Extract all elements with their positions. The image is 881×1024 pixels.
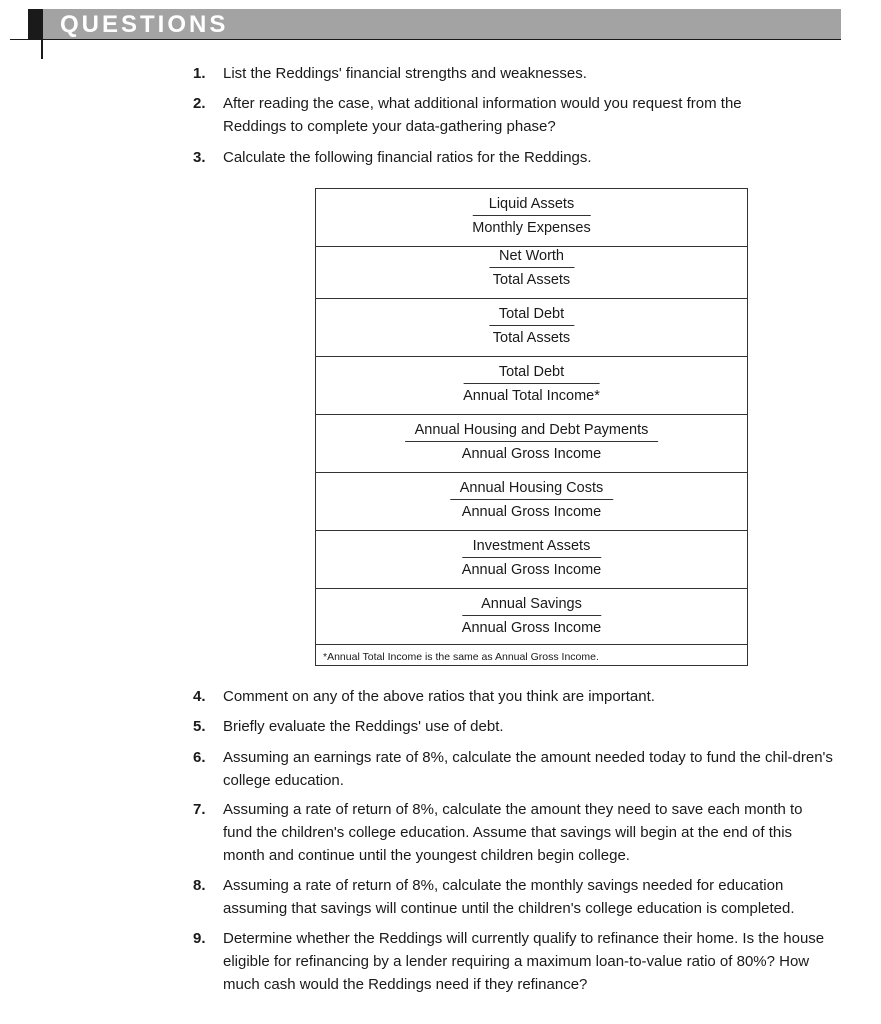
ratio-denominator: Total Assets bbox=[492, 272, 571, 288]
question-item bbox=[193, 874, 843, 920]
question-text: List the Reddings' financial strengths and weaknesses. bbox=[223, 65, 587, 82]
ratio-row bbox=[316, 415, 747, 473]
ratio-fraction bbox=[463, 362, 600, 407]
ratio-fraction bbox=[489, 304, 574, 349]
question-item bbox=[193, 92, 843, 138]
ratio-fraction bbox=[462, 536, 601, 581]
ratio-denominator: Annual Gross Income bbox=[461, 620, 602, 636]
ratio-table bbox=[315, 188, 748, 666]
ratio-row bbox=[316, 473, 747, 531]
ratio-row bbox=[316, 189, 747, 247]
ratio-numerator: Total Debt bbox=[463, 362, 600, 384]
ratio-numerator: Annual Housing Costs bbox=[450, 478, 613, 500]
question-number: 8. bbox=[193, 877, 206, 894]
ratio-row bbox=[316, 357, 747, 415]
ratio-denominator: Annual Gross Income bbox=[461, 446, 602, 462]
ratio-fraction bbox=[462, 594, 601, 639]
question-text: After reading the case, what additional information would you request from the Reddings to complete your data-gathering phase? bbox=[223, 95, 742, 135]
question-item bbox=[193, 62, 843, 85]
question-number: 2. bbox=[193, 95, 206, 112]
question-number: 1. bbox=[193, 65, 206, 82]
question-number: 7. bbox=[193, 801, 206, 818]
ratio-row bbox=[316, 589, 747, 645]
question-item bbox=[193, 798, 843, 867]
question-text: Calculate the following financial ratios for the Reddings. bbox=[223, 149, 592, 166]
ratio-denominator: Annual Gross Income bbox=[461, 562, 602, 578]
ratio-fraction bbox=[472, 194, 590, 239]
ratio-footnote: *Annual Total Income is the same as Annual Gross Income. bbox=[323, 651, 599, 663]
question-item bbox=[193, 685, 843, 708]
question-text: Briefly evaluate the Reddings' use of debt. bbox=[223, 718, 504, 735]
question-number: 5. bbox=[193, 718, 206, 735]
ratio-fraction bbox=[489, 246, 574, 291]
ratio-row bbox=[316, 241, 747, 299]
ratio-numerator: Net Worth bbox=[489, 246, 574, 268]
question-text: Determine whether the Reddings will currently qualify to refinance their home. Is the house eligible for refinancing by a lender requiring a maximum loan-to-value ratio of 80%? How much cash would the Reddings need if they refinance? bbox=[223, 930, 825, 993]
question-item bbox=[193, 746, 843, 792]
ratio-row bbox=[316, 531, 747, 589]
ratio-fraction bbox=[405, 420, 659, 465]
question-text: Assuming a rate of return of 8%, calculate the monthly savings needed for education assuming that savings will continue until the children's college education is completed. bbox=[223, 877, 795, 917]
question-item bbox=[193, 927, 843, 996]
ratio-row bbox=[316, 299, 747, 357]
question-item bbox=[193, 715, 843, 738]
question-number: 4. bbox=[193, 688, 206, 705]
ratio-denominator: Total Assets bbox=[492, 330, 571, 346]
section-title: QUESTIONS bbox=[60, 11, 229, 38]
ratio-numerator: Annual Housing and Debt Payments bbox=[405, 420, 659, 442]
question-text: Comment on any of the above ratios that you think are important. bbox=[223, 688, 655, 705]
ratio-numerator: Investment Assets bbox=[462, 536, 601, 558]
ratio-fraction bbox=[450, 478, 613, 523]
ratio-numerator: Annual Savings bbox=[462, 594, 601, 616]
question-number: 9. bbox=[193, 930, 206, 947]
ratio-numerator: Liquid Assets bbox=[472, 194, 590, 216]
question-item bbox=[193, 146, 843, 169]
question-text: Assuming an earnings rate of 8%, calculate the amount needed today to fund the chil-dren's college education. bbox=[223, 749, 833, 789]
section-header-vertical-rule bbox=[41, 9, 43, 59]
ratio-numerator: Total Debt bbox=[489, 304, 574, 326]
question-number: 6. bbox=[193, 749, 206, 766]
ratio-denominator: Annual Total Income* bbox=[463, 388, 600, 404]
question-text: Assuming a rate of return of 8%, calculate the amount they need to save each month to fund the children's college education. Assume that savings will begin at the end of this month and continue until the youngest children begin college. bbox=[223, 801, 803, 864]
ratio-denominator: Monthly Expenses bbox=[472, 220, 591, 236]
ratio-denominator: Annual Gross Income bbox=[461, 504, 602, 520]
question-number: 3. bbox=[193, 149, 206, 166]
